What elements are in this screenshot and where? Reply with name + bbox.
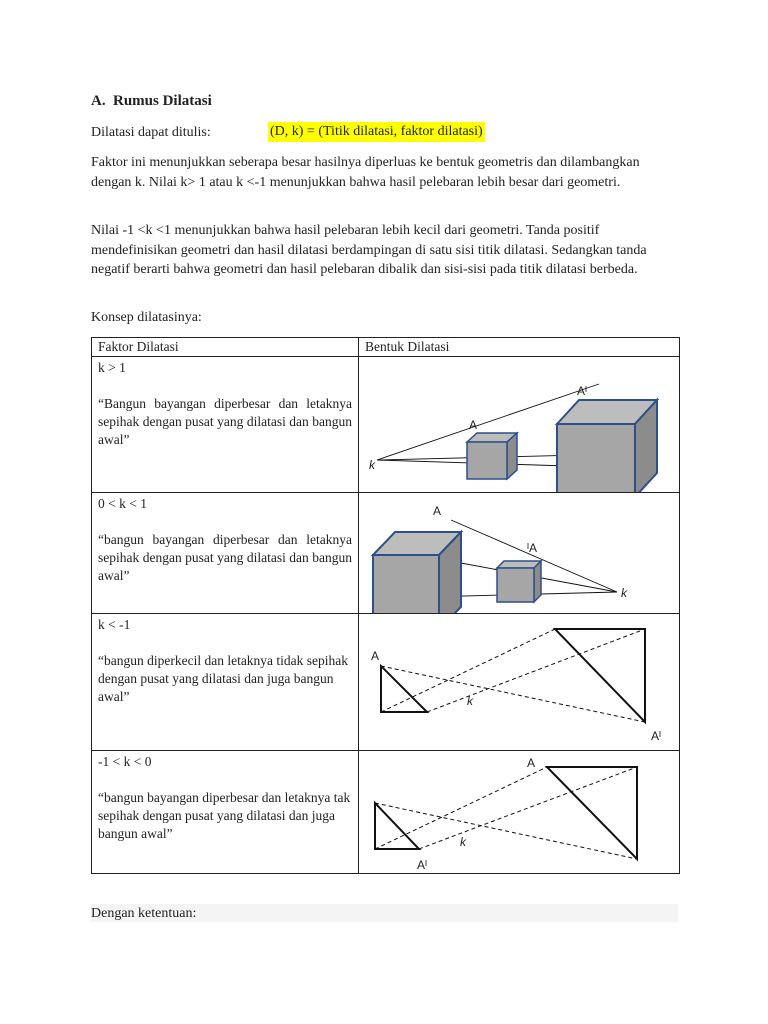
description-text: “Bangun bayangan diperbesar dan letaknya sepihak dengan pusat yang dilatasi dan bangun awal” [98,396,352,447]
header-factor: Faktor Dilatasi [98,339,179,354]
condition-label: k > 1 [98,360,126,375]
figure-shrink-opposite-side [359,751,677,873]
label-original: A [371,649,380,663]
label-original: A [433,504,442,518]
header-cell-shape [359,338,680,357]
section-heading [91,93,212,110]
section-title: Rumus Dilatasi [113,93,212,109]
figure-enlarge-opposite-side [359,614,677,750]
label-image: Aᴵ [417,858,428,872]
label-center: k [467,694,473,708]
paragraph-2: Nilai -1 <k <1 menunjukkan bahwa hasil pelebaran lebih kecil dari geometri. Tanda positif mendefinisikan geometri dan hasil dilatasi berdampingan di satu sisi titik dilatasi. Sedangkan tanda negatif berarti bahwa geometri dan hasil pelebaran dibalik dan sisi-sisi pada titik dilatasi berbeda. [91,223,647,277]
triangle-image [547,767,637,859]
section-number: A. [91,93,106,109]
label-image: ᴵA [527,541,538,555]
label-original: A [527,756,536,770]
table-row [92,751,680,874]
table-row [92,357,680,493]
triangle-original [381,666,427,712]
label-image: Aᴵ [577,384,588,398]
footer-text: Dengan ketentuan: [91,906,197,921]
formula-label: Dilatasi dapat ditulis: [91,125,211,140]
label-image: Aᴵ [651,729,662,743]
condition-label: -1 < k < 0 [98,754,152,769]
figure-enlarge-same-side [359,357,677,492]
factor-cell [92,614,359,751]
label-original: A [469,418,478,432]
description-text: “bangun diperkecil dan letaknya tidak sepihak dengan pusat yang dilatasi dan juga bangun awal” [98,653,349,704]
condition-label: 0 < k < 1 [98,496,147,511]
factor-cell [92,751,359,874]
factor-cell [92,357,359,493]
table-header-row [92,338,680,357]
description-text: “bangun bayangan diperbesar dan letaknya sepihak dengan pusat yang dilatasi dan bangun awal” [98,532,352,583]
cube-image [497,561,541,602]
description-text: “bangun bayangan diperbesar dan letaknya tak sepihak dengan pusat yang dilatasi dan juga bangun awal” [98,790,351,841]
paragraph-1: Faktor ini menunjukkan seberapa besar hasilnya diperluas ke bentuk geometris dan dilambangkan dengan k. Nilai k> 1 atau k <-1 menunjukkan bahwa hasil pelebaran lebih besar dari geometri. [91,155,640,190]
table-row [92,493,680,614]
formula-highlight: (D, k) = (Titik dilatasi, faktor dilatasi) [268,122,485,142]
dilation-table [91,337,680,874]
cube-image [557,400,657,492]
label-center: k [369,458,375,472]
triangle-original [375,803,419,849]
cube-original [373,532,461,613]
figure-cell [359,493,680,614]
header-cell-factor [92,338,359,357]
konsep-label: Konsep dilatasinya: [91,310,202,325]
figure-cell [359,751,680,874]
header-shape: Bentuk Dilatasi [365,339,450,354]
label-center: k [621,586,627,600]
label-center: k [460,835,466,849]
figure-cell [359,614,680,751]
triangle-image [555,629,645,722]
figure-shrink-same-side [359,493,677,613]
factor-cell [92,493,359,614]
table-row [92,614,680,751]
figure-cell [359,357,680,493]
cube-original [467,433,517,479]
condition-label: k < -1 [98,617,131,632]
